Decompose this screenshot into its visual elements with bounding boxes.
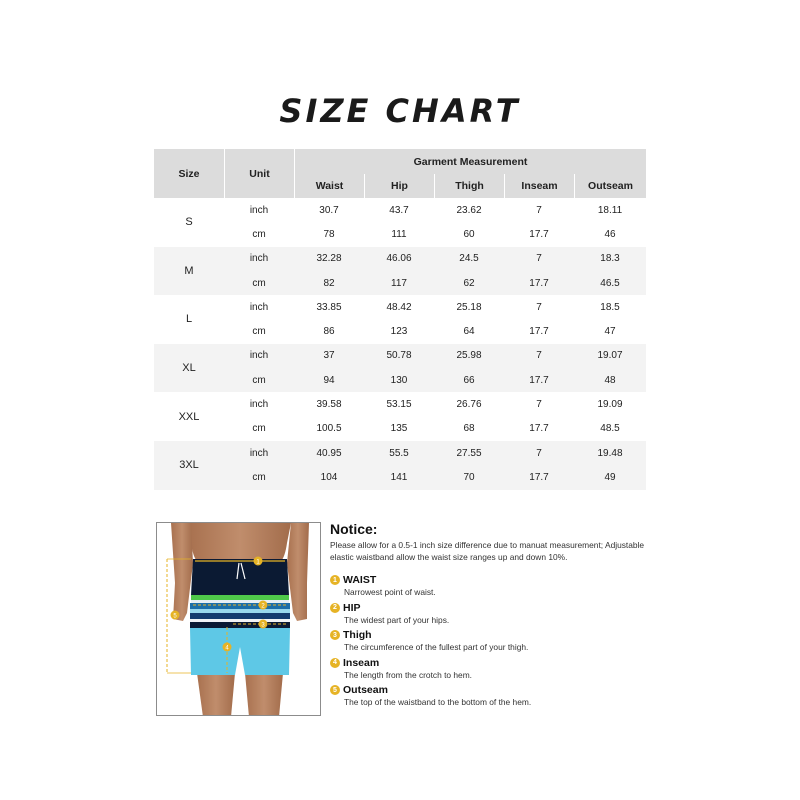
number-badge-icon: 2 bbox=[330, 603, 340, 613]
measurement-value: 27.55 bbox=[434, 441, 504, 465]
measurement-value: 40.95 bbox=[294, 441, 364, 465]
size-group bbox=[154, 247, 646, 296]
measurement-value: 17.7 bbox=[504, 271, 574, 295]
unit-label: cm bbox=[224, 465, 294, 489]
measurement-value: 78 bbox=[294, 222, 364, 246]
header-unit: Unit bbox=[224, 149, 294, 198]
unit-label: cm bbox=[224, 222, 294, 246]
guide-item-waist bbox=[330, 573, 650, 601]
unit-label: inch bbox=[224, 441, 294, 465]
measurement-value: 25.98 bbox=[434, 344, 504, 368]
marker-1 bbox=[254, 557, 263, 566]
table-row bbox=[154, 319, 646, 343]
measurement-value: 39.58 bbox=[294, 392, 364, 416]
measurement-value: 30.7 bbox=[294, 198, 364, 222]
guide-desc: The widest part of your hips. bbox=[344, 614, 450, 625]
measurement-value: 68 bbox=[434, 417, 504, 441]
measurement-value: 104 bbox=[294, 465, 364, 489]
unit-label: inch bbox=[224, 295, 294, 319]
page-title: SIZE CHART bbox=[279, 92, 521, 130]
size-group bbox=[154, 392, 646, 441]
unit-label: cm bbox=[224, 319, 294, 343]
guide-name: HIP bbox=[343, 601, 361, 614]
unit-label: inch bbox=[224, 247, 294, 271]
measurement-value: 53.15 bbox=[364, 392, 434, 416]
measurement-value: 123 bbox=[364, 319, 434, 343]
measurement-value: 49 bbox=[574, 465, 646, 489]
svg-text:3: 3 bbox=[261, 622, 265, 629]
marker-4 bbox=[223, 643, 232, 652]
size-label: S bbox=[154, 198, 224, 247]
measurement-value: 48.5 bbox=[574, 417, 646, 441]
table-row bbox=[154, 295, 646, 319]
size-label: XL bbox=[154, 344, 224, 393]
marker-2 bbox=[259, 601, 268, 610]
marker-3 bbox=[259, 620, 268, 629]
measurement-value: 37 bbox=[294, 344, 364, 368]
measurement-value: 19.09 bbox=[574, 392, 646, 416]
measurement-value: 43.7 bbox=[364, 198, 434, 222]
guide-item-outseam bbox=[330, 683, 650, 711]
guide-item-thigh bbox=[330, 628, 650, 656]
header-thigh: Thigh bbox=[434, 174, 504, 198]
guide-item-inseam bbox=[330, 656, 650, 684]
measurement-value: 7 bbox=[504, 295, 574, 319]
table-row bbox=[154, 247, 646, 271]
measurement-value: 17.7 bbox=[504, 222, 574, 246]
table-row bbox=[154, 222, 646, 246]
measurement-value: 86 bbox=[294, 319, 364, 343]
marker-5 bbox=[171, 611, 180, 620]
table-row bbox=[154, 465, 646, 489]
header-garment-measurement: Garment Measurement bbox=[294, 149, 646, 174]
table-row bbox=[154, 392, 646, 416]
measurement-value: 7 bbox=[504, 441, 574, 465]
measurement-value: 19.07 bbox=[574, 344, 646, 368]
header-outseam: Outseam bbox=[574, 174, 646, 198]
measurement-value: 50.78 bbox=[364, 344, 434, 368]
measurement-value: 23.62 bbox=[434, 198, 504, 222]
measurement-value: 117 bbox=[364, 271, 434, 295]
measurement-value: 18.11 bbox=[574, 198, 646, 222]
measurement-value: 24.5 bbox=[434, 247, 504, 271]
guide-item-hip bbox=[330, 601, 650, 629]
svg-text:1: 1 bbox=[256, 559, 260, 566]
size-label: L bbox=[154, 295, 224, 344]
unit-label: cm bbox=[224, 368, 294, 392]
size-chart-table bbox=[154, 149, 646, 490]
unit-label: cm bbox=[224, 417, 294, 441]
unit-label: inch bbox=[224, 392, 294, 416]
measurement-value: 17.7 bbox=[504, 368, 574, 392]
measurement-value: 18.5 bbox=[574, 295, 646, 319]
measurement-value: 46.06 bbox=[364, 247, 434, 271]
measurement-value: 7 bbox=[504, 344, 574, 368]
guide-desc: The length from the crotch to hem. bbox=[344, 669, 473, 680]
table-row bbox=[154, 441, 646, 465]
measurement-value: 141 bbox=[364, 465, 434, 489]
number-badge-icon: 5 bbox=[330, 685, 340, 695]
measurement-value: 82 bbox=[294, 271, 364, 295]
guide-desc: The top of the waistband to the bottom of the hem. bbox=[344, 697, 532, 707]
measurement-value: 26.76 bbox=[434, 392, 504, 416]
size-group bbox=[154, 198, 646, 247]
measurement-value: 19.48 bbox=[574, 441, 646, 465]
table-row bbox=[154, 271, 646, 295]
header-waist: Waist bbox=[294, 174, 364, 198]
header-hip: Hip bbox=[364, 174, 434, 198]
model-photo bbox=[156, 522, 321, 716]
measurement-value: 48 bbox=[574, 368, 646, 392]
guide-name: Outseam bbox=[343, 684, 388, 696]
svg-text:5: 5 bbox=[173, 613, 177, 620]
measurement-value: 7 bbox=[504, 247, 574, 271]
number-badge-icon: 3 bbox=[330, 630, 340, 640]
unit-label: cm bbox=[224, 271, 294, 295]
number-badge-icon: 4 bbox=[330, 658, 340, 668]
measurement-value: 60 bbox=[434, 222, 504, 246]
table-row bbox=[154, 368, 646, 392]
table-row bbox=[154, 417, 646, 441]
measurement-value: 135 bbox=[364, 417, 434, 441]
unit-label: inch bbox=[224, 198, 294, 222]
number-badge-icon: 1 bbox=[330, 575, 340, 585]
measurement-value: 48.42 bbox=[364, 295, 434, 319]
header-inseam: Inseam bbox=[504, 174, 574, 198]
measurement-value: 94 bbox=[294, 368, 364, 392]
measurement-value: 46 bbox=[574, 222, 646, 246]
table-row bbox=[154, 344, 646, 368]
measurement-value: 55.5 bbox=[364, 441, 434, 465]
svg-text:2: 2 bbox=[261, 603, 265, 610]
measurement-guide-list bbox=[330, 573, 650, 711]
guide-name: WAIST bbox=[343, 574, 377, 586]
size-label: M bbox=[154, 247, 224, 296]
measurement-value: 46.5 bbox=[574, 271, 646, 295]
measurement-value: 66 bbox=[434, 368, 504, 392]
size-group bbox=[154, 441, 646, 490]
measurement-value: 130 bbox=[364, 368, 434, 392]
notice-title: Notice: bbox=[330, 521, 378, 537]
size-group bbox=[154, 344, 646, 393]
guide-name: Inseam bbox=[343, 656, 380, 669]
notice-panel bbox=[330, 521, 650, 711]
measurement-value: 32.28 bbox=[294, 247, 364, 271]
measurement-value: 25.18 bbox=[434, 295, 504, 319]
size-label: 3XL bbox=[154, 441, 224, 490]
notice-text: Please allow for a 0.5-1 inch size difference due to manuat measurement; Adjustable elastic waistband allow the waist size ranges up and down 10%. bbox=[330, 540, 645, 562]
measurement-value: 111 bbox=[364, 222, 434, 246]
measurement-value: 100.5 bbox=[294, 417, 364, 441]
header-size: Size bbox=[154, 149, 224, 198]
guide-desc: The circumference of the fullest part of your thigh. bbox=[344, 642, 529, 652]
measurement-value: 7 bbox=[504, 198, 574, 222]
guide-desc: Narrowest point of waist. bbox=[344, 587, 436, 597]
size-label: XXL bbox=[154, 392, 224, 441]
measurement-value: 17.7 bbox=[504, 417, 574, 441]
unit-label: inch bbox=[224, 344, 294, 368]
measurement-value: 47 bbox=[574, 319, 646, 343]
svg-text:4: 4 bbox=[225, 645, 229, 652]
shorts-illustration bbox=[157, 523, 321, 716]
measurement-value: 17.7 bbox=[504, 319, 574, 343]
measurement-value: 62 bbox=[434, 271, 504, 295]
measurement-value: 17.7 bbox=[504, 465, 574, 489]
measurement-value: 33.85 bbox=[294, 295, 364, 319]
measurement-value: 7 bbox=[504, 392, 574, 416]
measurement-value: 70 bbox=[434, 465, 504, 489]
table-row bbox=[154, 198, 646, 222]
guide-name: Thigh bbox=[343, 629, 372, 641]
size-group bbox=[154, 295, 646, 344]
measurement-value: 64 bbox=[434, 319, 504, 343]
measurement-value: 18.3 bbox=[574, 247, 646, 271]
